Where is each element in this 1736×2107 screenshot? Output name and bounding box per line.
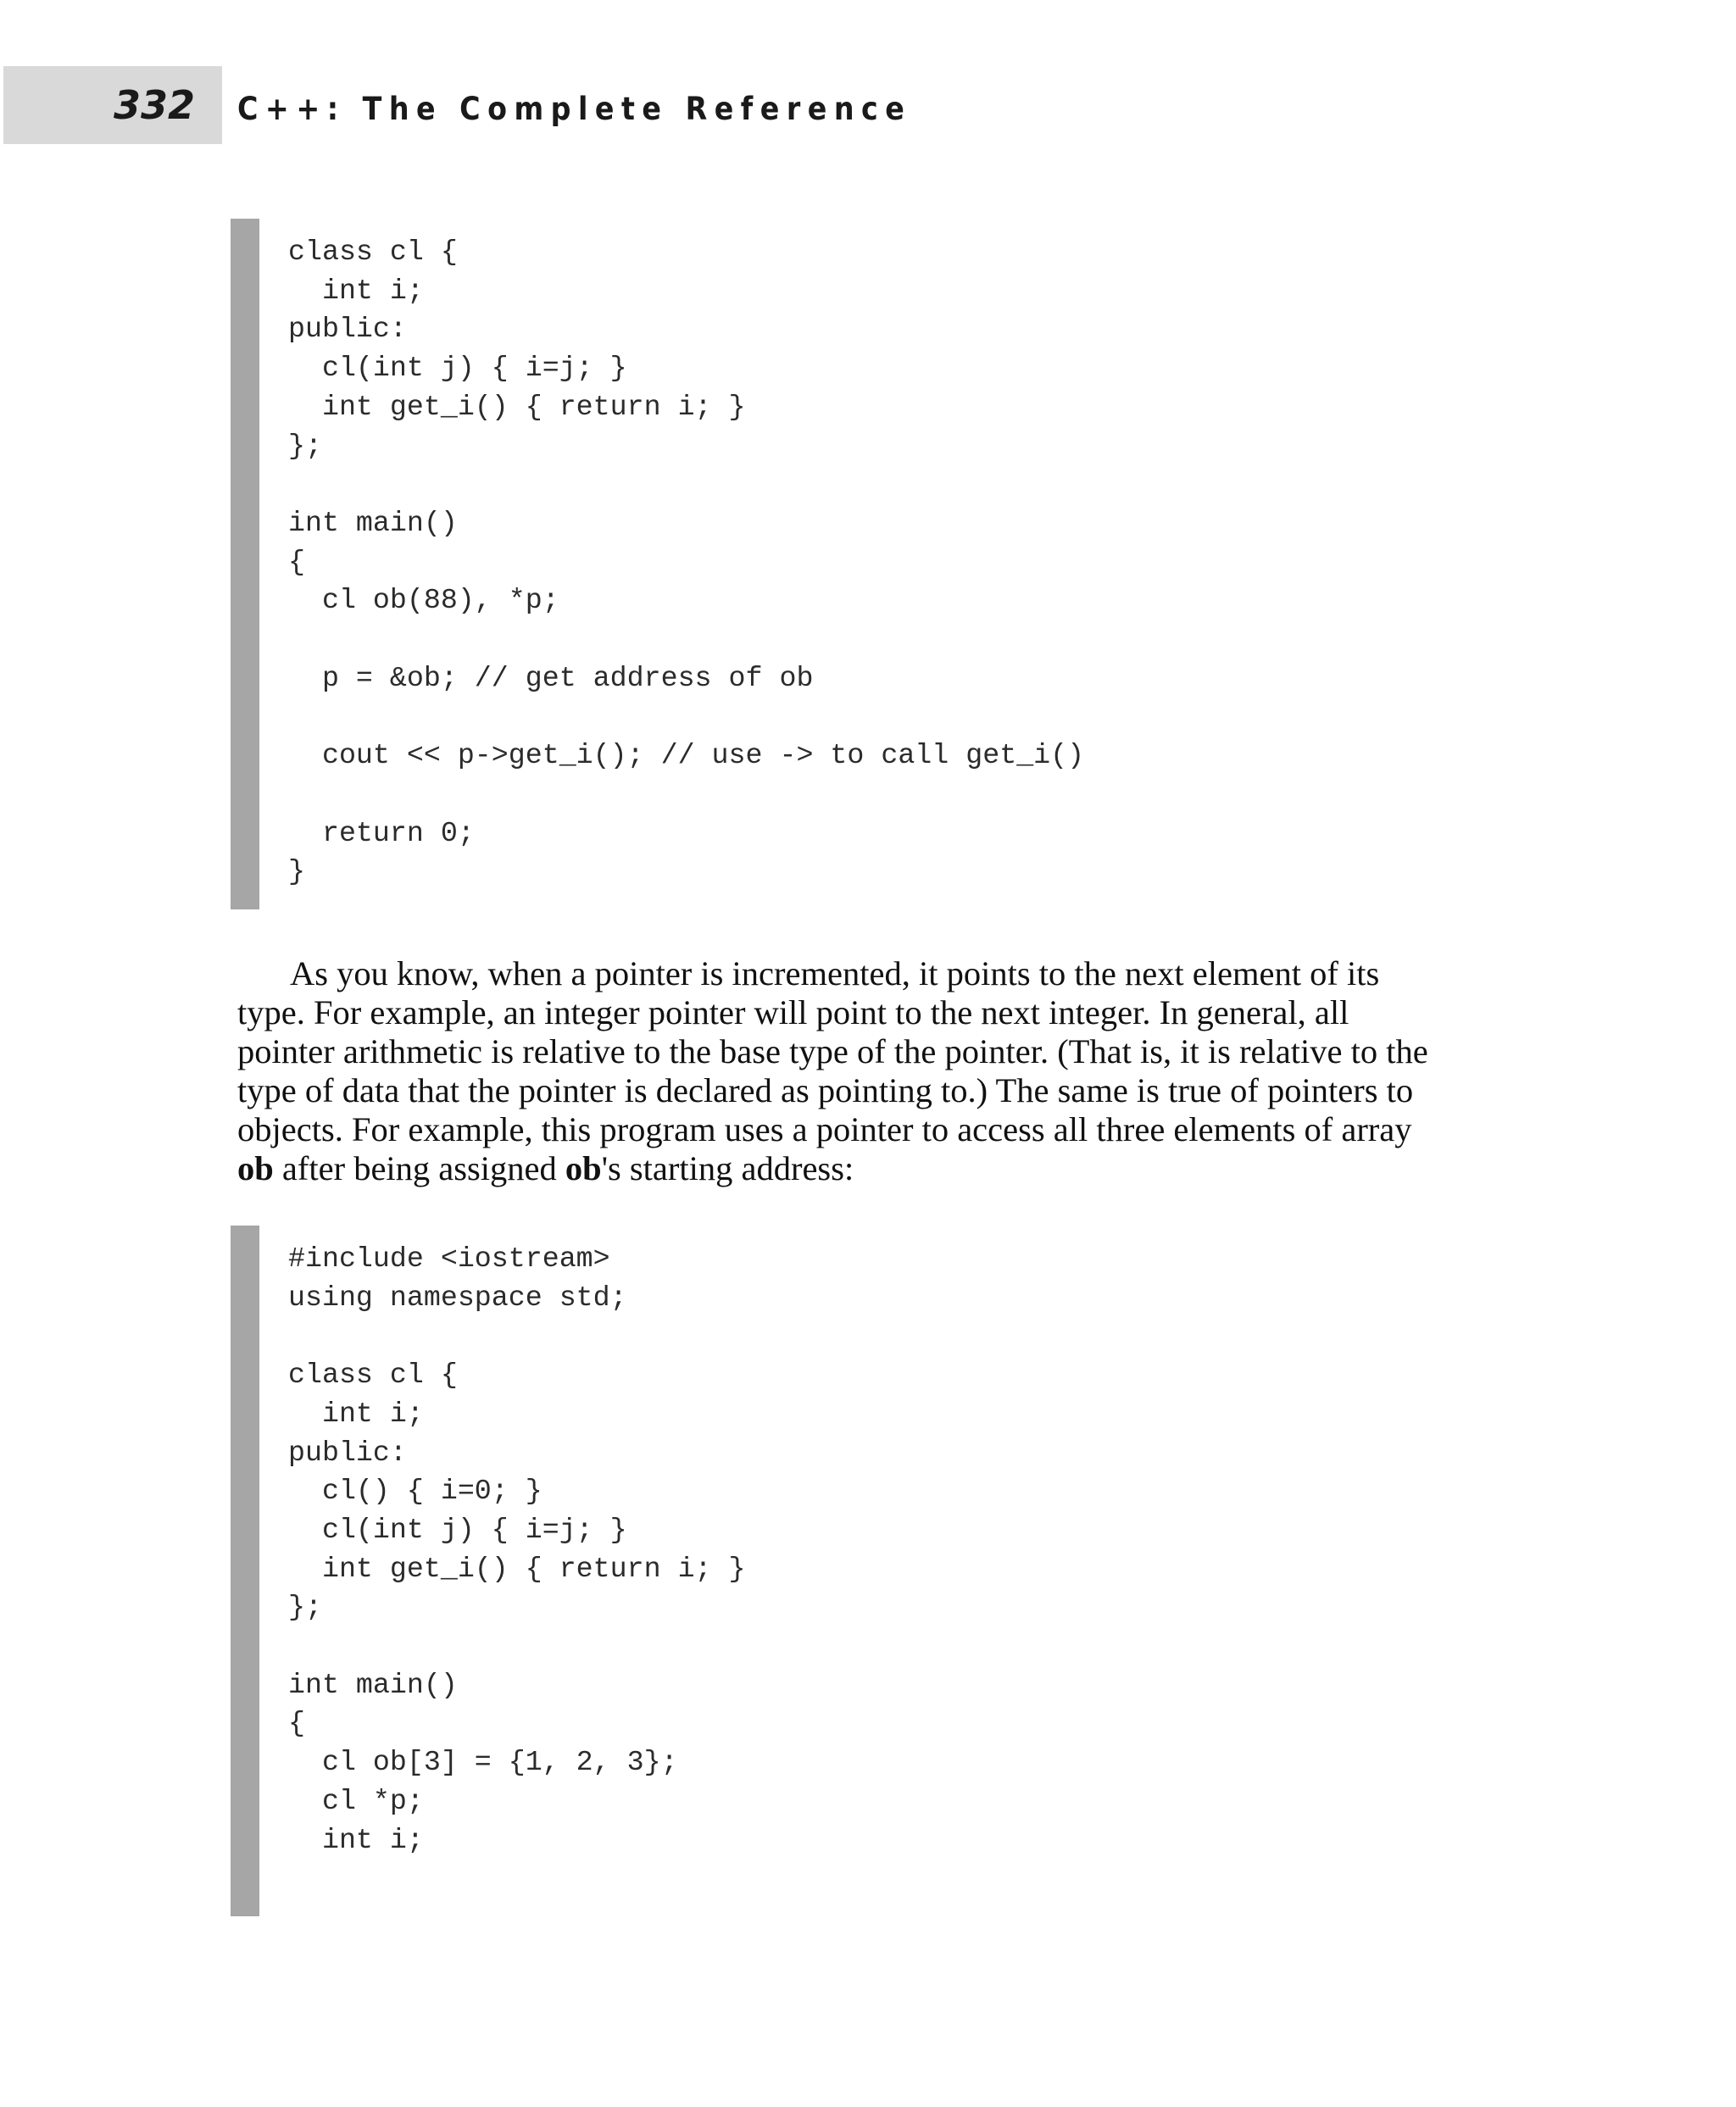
- page-number: 332: [113, 82, 195, 128]
- running-title: C++: The Complete Reference: [237, 91, 912, 127]
- paragraph-line-last: [237, 1149, 1492, 1188]
- paragraph-line: objects. For example, this program uses a pointer to access all three elements of array: [237, 1110, 1412, 1148]
- code-listing-1: [231, 219, 1084, 909]
- code-listing-1-text: class cl { int i; public: cl(int j) { i=j; } int get_i() { return i; } }; int main() { cl ob(88), *p; p = &ob; // get address of ob cout << p->get_i(); // use -> to call get_i() return 0; }: [288, 236, 1085, 888]
- paragraph-line: pointer arithmetic is relative to the base type of the pointer. (That is, it is relative to the: [237, 1032, 1428, 1070]
- code-term-ob: ob: [237, 1149, 274, 1187]
- body-paragraph: [237, 954, 1492, 1188]
- code-term-ob: ob: [565, 1149, 602, 1187]
- code-listing-2-text: #include <iostream> using namespace std; class cl { int i; public: cl() { i=0; } cl(int j) { i=j; } int get_i() { return i; } }; int main() { cl ob[3] = {1, 2, 3}; cl *p; int i;: [288, 1243, 746, 1856]
- code-listing-2: [231, 1226, 746, 1916]
- paragraph-line: As you know, when a pointer is incremented, it points to the next element of its: [290, 954, 1380, 992]
- paragraph-line: type. For example, an integer pointer will point to the next integer. In general, all: [237, 993, 1349, 1031]
- paragraph-line: type of data that the pointer is declared as pointing to.) The same is true of pointers to: [237, 1071, 1414, 1109]
- paragraph-text: 's starting address:: [601, 1149, 854, 1187]
- paragraph-text: after being assigned: [273, 1149, 565, 1187]
